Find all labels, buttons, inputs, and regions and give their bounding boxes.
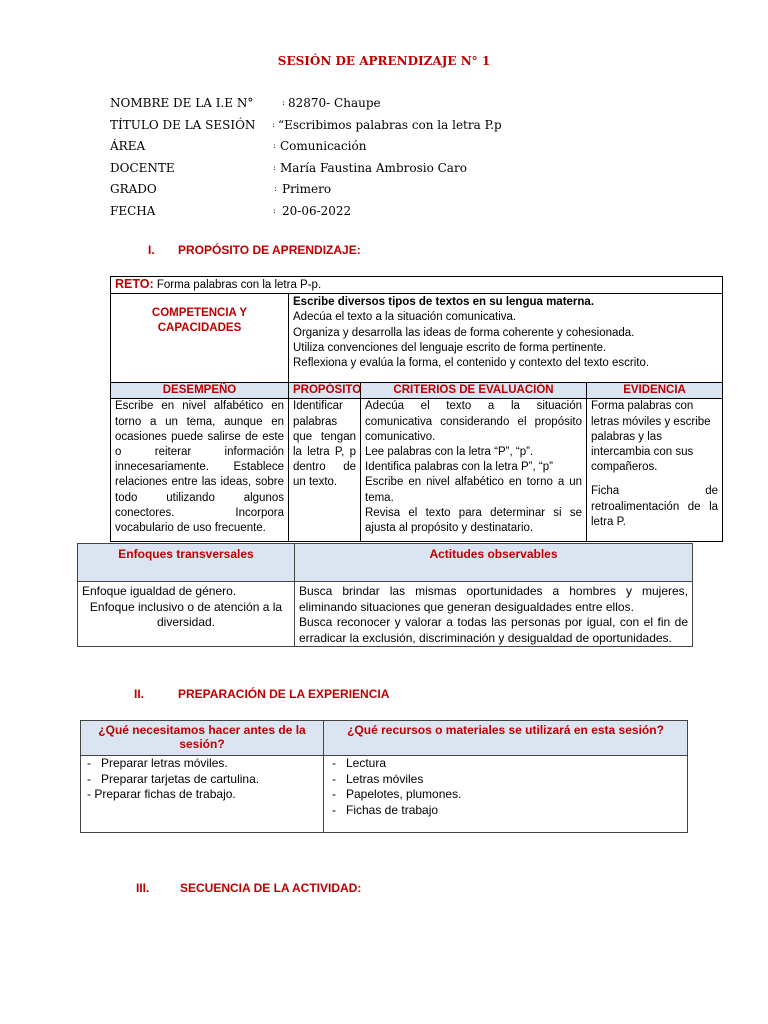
recurso-item: - Papelotes, plumones. (332, 787, 462, 801)
capacidad-item: Adecúa el texto a la situación comunicativa. (293, 311, 517, 324)
info-label: ÁREA (110, 139, 146, 153)
recurso-item: - Fichas de trabajo (332, 802, 439, 817)
purpose-table (110, 276, 723, 542)
info-colon: : (272, 120, 275, 129)
competencia-label: COMPETENCIA Y CAPACIDADES (111, 294, 289, 383)
info-colon: : (273, 163, 276, 172)
capacidad-item: Utiliza convenciones del lenguaje escrito de forma pertinente. (293, 341, 607, 354)
section-number: II. (134, 687, 145, 701)
capacidad-item: Organiza y desarrolla las ideas de forma coherente y cohesionada. (293, 326, 635, 339)
info-label: NOMBRE DE LA I.E N° (110, 96, 254, 110)
info-label: DOCENTE (110, 161, 175, 175)
antes-item: - Preparar tarjetas de cartulina. (87, 771, 260, 786)
antes-item: - Preparar fichas de trabajo. (87, 787, 236, 801)
section-number: III. (136, 881, 150, 895)
criterio-item: Escribe en nivel alfabético en torno a un tema. (365, 476, 582, 504)
enfoque-item: Enfoque inclusivo o de atención a la diversidad. (89, 599, 283, 629)
header-evidencia: EVIDENCIA (587, 383, 723, 399)
antes-item: - Preparar letras móviles. (87, 756, 228, 770)
info-label: GRADO (110, 182, 157, 196)
prep-content-row (81, 756, 688, 833)
enfoques-header-row (78, 544, 693, 582)
info-colon: : (273, 141, 276, 150)
info-colon: : (282, 98, 285, 107)
actitud-item: Busca brindar las mismas oportunidades a hombres y mujeres, eliminando situaciones que generan desigualdades entre ellos. (299, 584, 688, 614)
header-antes: ¿Qué necesitamos hacer antes de la sesión? (81, 721, 324, 756)
enfoques-content-row (78, 582, 693, 647)
capacidad-item: Reflexiona y evalúa la forma, el contenido y contexto del texto escrito. (293, 357, 650, 370)
criterio-item: Identifica palabras con la letra P”, “p” (365, 461, 553, 474)
criterio-item: Lee palabras con la letra “P”, “p”. (365, 446, 534, 459)
header-proposito: PROPÓSITO (289, 383, 361, 399)
info-value: 82870- Chaupe (288, 96, 381, 110)
preparation-table (80, 720, 688, 833)
reto-row (111, 277, 723, 294)
criteria-content-row (111, 399, 723, 542)
evidencia-item: Ficha de retroalimentación de la letra P. (591, 485, 719, 528)
enfoque-item: Enfoque igualdad de género. (82, 584, 237, 598)
criterio-item: Revisa el texto para determinar si se ajusta al propósito y destinatario. (365, 506, 582, 535)
competencia-row (111, 294, 723, 383)
info-value: “Escribimos palabras con la letra P.p (278, 118, 502, 132)
enfoques-table (77, 543, 693, 647)
recurso-item: - Letras móviles (332, 771, 424, 786)
section-title: SECUENCIA DE LA ACTIVIDAD: (180, 881, 362, 895)
info-value: 20-06-2022 (282, 204, 352, 218)
evidencia-item: Forma palabras con letras móviles y escribe palabras y las intercambia con sus compañeros. (591, 400, 711, 474)
header-criterios: CRITERIOS DE EVALUACIÓN (361, 383, 587, 399)
competencia-title: Escribe diversos tipos de textos en su lengua materna. (293, 296, 595, 309)
info-value: Comunicación (280, 139, 367, 153)
info-colon: : (273, 206, 276, 215)
section-number: I. (148, 243, 155, 257)
desempeno-text: Escribe en nivel alfabético en torno a un tema, aunque en ocasiones puede salirse de este o reiterar información innecesariamente. Establece relaciones entre las ideas, sobre todo utilizando algunos conectores. Incorpora vocabulario de uso frecuente. (111, 399, 289, 542)
document-title: SESIÓN DE APRENDIZAJE N° 1 (277, 54, 491, 68)
header-desempeno: DESEMPEÑO (111, 383, 289, 399)
header-actitudes: Actitudes observables (295, 544, 693, 582)
proposito-text: Identificar palabras que tengan la letra P, p dentro de un texto. (289, 399, 361, 542)
info-value: Primero (282, 182, 332, 196)
info-value: María Faustina Ambrosio Caro (280, 161, 467, 175)
info-label: FECHA (110, 204, 156, 218)
reto-label: RETO: (115, 277, 154, 291)
reto-text: Forma palabras con la letra P-p. (156, 279, 322, 291)
criterio-item: Adecúa el texto a la situación comunicativa considerando el propósito comunicativo. (365, 400, 582, 443)
recurso-item: - Lectura (332, 756, 387, 770)
prep-header-row (81, 721, 688, 756)
header-enfoques: Enfoques transversales (78, 544, 295, 582)
info-colon: : (274, 184, 277, 193)
info-label: TÍTULO DE LA SESIÓN (110, 118, 256, 132)
actitud-item: Busca reconocer y valorar a todas las personas por igual, con el fin de erradicar la exclusión, discriminación y desigualdad de oportunidades. (299, 615, 688, 645)
criteria-header-row (111, 383, 723, 399)
section-title: PREPARACIÓN DE LA EXPERIENCIA (178, 687, 390, 701)
section-title: PROPÓSITO DE APRENDIZAJE: (178, 243, 361, 257)
header-recursos: ¿Qué recursos o materiales se utilizará en esta sesión? (324, 721, 688, 756)
